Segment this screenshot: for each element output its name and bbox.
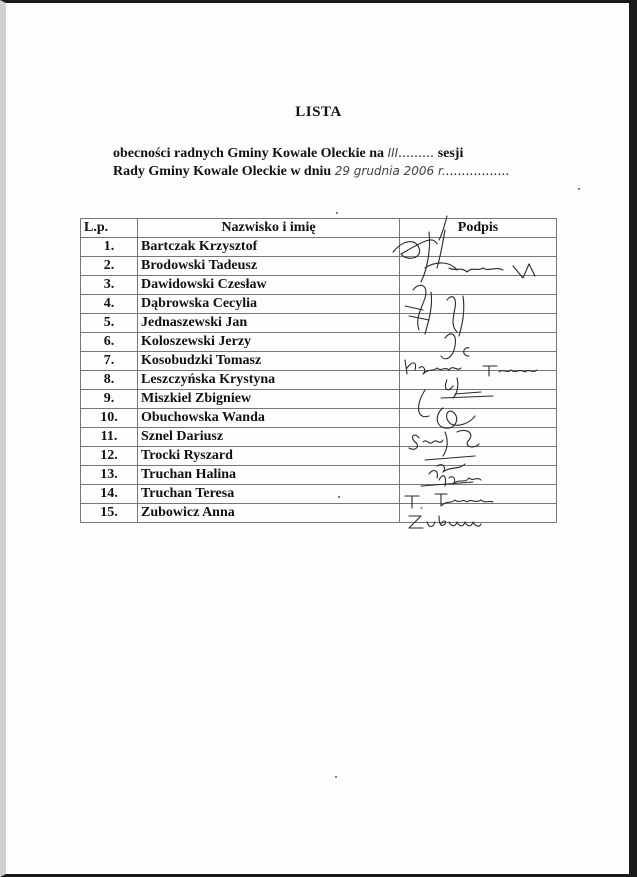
session-number-dots: .........	[398, 146, 435, 161]
row-name: Leszczyńska Krystyna	[138, 371, 400, 390]
row-lp: 11.	[81, 428, 138, 447]
header-name: Nazwisko i imię	[138, 219, 400, 238]
row-lp: 4.	[81, 295, 138, 314]
row-signature-cell	[400, 390, 557, 409]
row-name: Koloszewski Jerzy	[138, 333, 400, 352]
table-row	[81, 257, 557, 276]
table-row	[81, 466, 557, 485]
row-signature-cell	[400, 276, 557, 295]
scan-speck	[578, 188, 580, 190]
row-signature-cell	[400, 485, 557, 504]
row-signature-cell	[400, 295, 557, 314]
table-row	[81, 504, 557, 523]
intro-line-session-suffix: sesji	[434, 146, 464, 161]
intro-line-session	[113, 146, 553, 162]
attendance-table-body	[81, 238, 557, 523]
row-name: Zubowicz Anna	[138, 504, 400, 523]
row-signature-cell	[400, 466, 557, 485]
row-signature-cell	[400, 447, 557, 466]
row-lp: 2.	[81, 257, 138, 276]
row-lp: 7.	[81, 352, 138, 371]
row-signature-cell	[400, 238, 557, 257]
session-date-handwritten: 29 grudnia 2006 r.	[334, 164, 446, 178]
row-name: Truchan Halina	[138, 466, 400, 485]
table-row	[81, 409, 557, 428]
row-lp: 10.	[81, 409, 138, 428]
row-name: Obuchowska Wanda	[138, 409, 400, 428]
attendance-table	[80, 218, 557, 523]
table-row	[81, 485, 557, 504]
intro-line-date-prefix: Rady Gminy Kowale Oleckie w dniu	[113, 164, 335, 179]
row-lp: 14.	[81, 485, 138, 504]
row-name: Miszkiel Zbigniew	[138, 390, 400, 409]
header-signature: Podpis	[400, 219, 557, 238]
session-number-handwritten: III	[387, 146, 399, 160]
row-name: Jednaszewski Jan	[138, 314, 400, 333]
intro-line-date	[113, 164, 553, 180]
table-row	[81, 352, 557, 371]
header-lp: L.p.	[81, 219, 138, 238]
row-lp: 1.	[81, 238, 138, 257]
intro-line-session-prefix: obecności radnych Gminy Kowale Oleckie na	[113, 146, 388, 161]
row-signature-cell	[400, 409, 557, 428]
table-row	[81, 371, 557, 390]
row-name: Bartczak Krzysztof	[138, 238, 400, 257]
table-row	[81, 238, 557, 257]
row-lp: 6.	[81, 333, 138, 352]
row-lp: 13.	[81, 466, 138, 485]
row-name: Truchan Teresa	[138, 485, 400, 504]
table-row	[81, 276, 557, 295]
row-name: Trocki Ryszard	[138, 447, 400, 466]
table-row	[81, 447, 557, 466]
table-row	[81, 333, 557, 352]
scan-speck	[336, 212, 338, 214]
table-row	[81, 428, 557, 447]
row-name: Brodowski Tadeusz	[138, 257, 400, 276]
row-signature-cell	[400, 352, 557, 371]
row-lp: 3.	[81, 276, 138, 295]
row-signature-cell	[400, 314, 557, 333]
row-lp: 9.	[81, 390, 138, 409]
row-lp: 8.	[81, 371, 138, 390]
row-signature-cell	[400, 333, 557, 352]
row-name: Dawidowski Czesław	[138, 276, 400, 295]
scan-speck	[338, 496, 340, 498]
row-signature-cell	[400, 257, 557, 276]
document-title: LISTA	[295, 104, 342, 120]
row-name: Kosobudzki Tomasz	[138, 352, 400, 371]
row-lp: 12.	[81, 447, 138, 466]
row-signature-cell	[400, 371, 557, 390]
session-date-dots: ................	[445, 164, 510, 179]
row-signature-cell	[400, 428, 557, 447]
table-row	[81, 295, 557, 314]
row-lp: 15.	[81, 504, 138, 523]
row-name: Dąbrowska Cecylia	[138, 295, 400, 314]
row-signature-cell	[400, 504, 557, 523]
attendance-table-header	[81, 219, 557, 238]
scan-speck	[335, 776, 337, 778]
table-row	[81, 390, 557, 409]
row-name: Sznel Dariusz	[138, 428, 400, 447]
table-row	[81, 314, 557, 333]
row-lp: 5.	[81, 314, 138, 333]
